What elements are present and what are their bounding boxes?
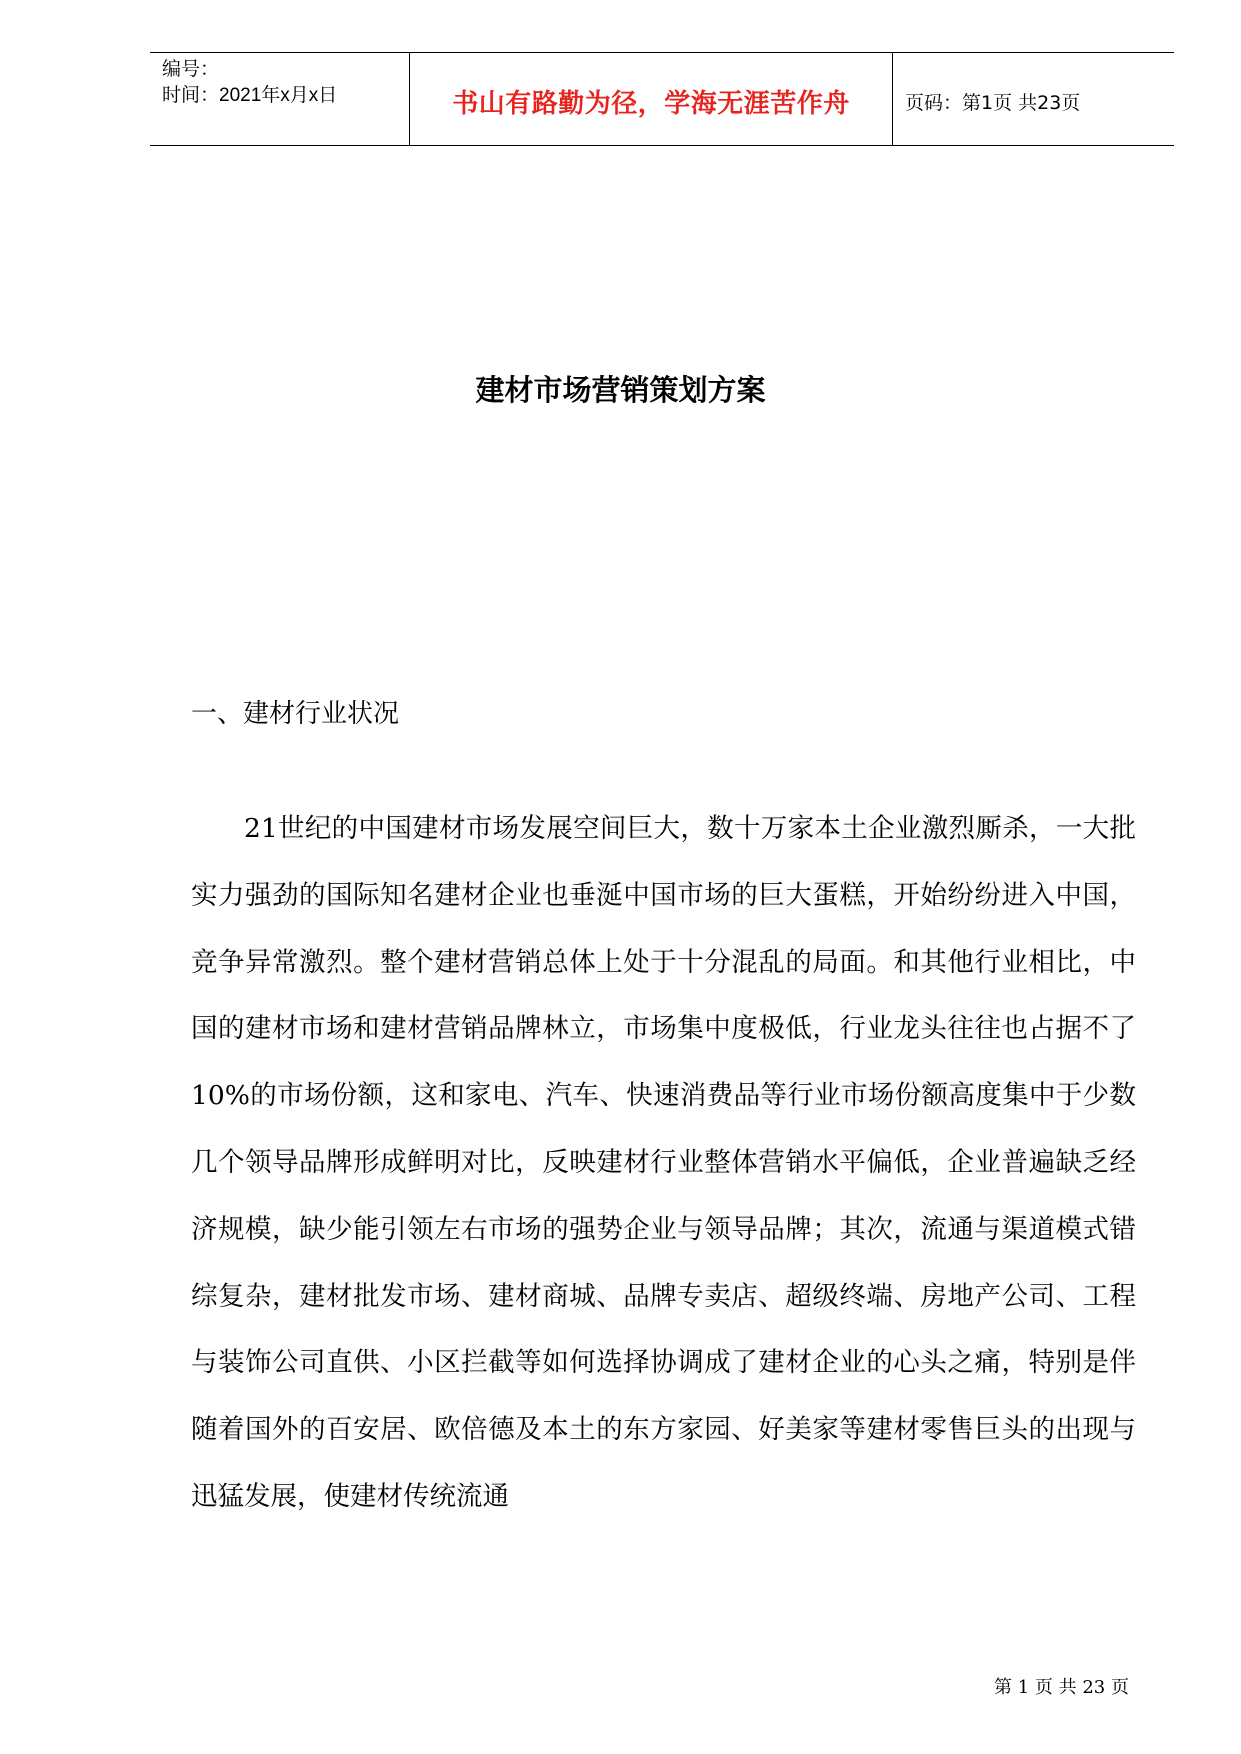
header-page-info: 页码：第1页 共23页 [905,91,1081,114]
document-time-label: 时间：2021年x月x日 [162,85,338,106]
header-motto: 书山有路勤为径，学海无涯苦作舟 [452,88,850,119]
document-title: 建材市场营销策划方案 [475,373,766,407]
header-meta-cell [150,53,410,145]
section-heading: 一、建材行业状况 [191,699,400,729]
body-paragraph: 21世纪的中国建材市场发展空间巨大，数十万家本土企业激烈厮杀，一大批实力强劲的国际知名建材企业也垂涎中国市场的巨大蛋糕，开始纷纷进入中国，竞争异常激烈。整个建材营销总体上处于十分混乱的局面。和其他行业相比，中国的建材市场和建材营销品牌林立，市场集中度极低，行业龙头往往也占据不了10%的市场份额，这和家电、汽车、快速消费品等行业市场份额高度集中于少数几个领导品牌形成鲜明对比，反映建材行业整体营销水平偏低，企业普遍缺乏经济规模，缺少能引领左右市场的强势企业与领导品牌；其次，流通与渠道模式错综复杂，建材批发市场、建材商城、品牌专卖店、超级终端、房地产公司、工程与装饰公司直供、小区拦截等如何选择协调成了建材企业的心头之痛，特别是伴随着国外的百安居、欧倍德及本土的东方家园、好美家等建材零售巨头的出现与迅猛发展，使建材传统流通 [191,813,1136,1512]
page-footer: 第 1 页 共 23 页 [994,1677,1129,1698]
header-motto-cell [410,53,893,145]
header-page-cell [893,53,1174,145]
document-number-label: 编号： [162,59,220,80]
document-header [150,52,1174,146]
